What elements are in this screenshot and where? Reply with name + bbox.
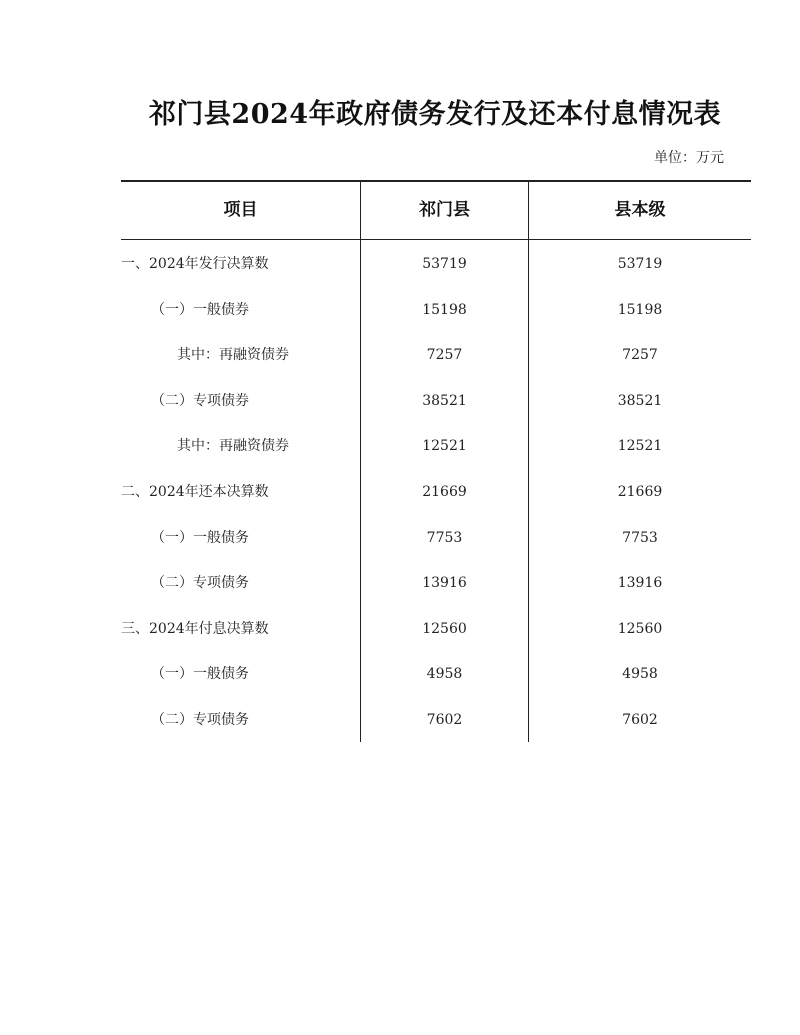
row-label: 二、2024年还本决算数 <box>121 484 269 500</box>
unit-label: 单位：万元 <box>654 150 724 166</box>
table-row <box>0 340 800 370</box>
row-label: 其中：再融资债券 <box>177 438 289 455</box>
row-value-county: 7602 <box>622 712 658 728</box>
header-county-level: 县本级 <box>614 200 666 220</box>
row-value-county: 53719 <box>617 256 663 272</box>
row-value-qimen: 21669 <box>422 484 467 500</box>
table-row <box>0 386 800 416</box>
row-value-qimen: 12560 <box>422 620 467 637</box>
row-value-county: 12521 <box>617 438 663 455</box>
table-row <box>0 659 800 689</box>
row-value-qimen: 7257 <box>426 347 463 364</box>
row-value-qimen: 53719 <box>422 256 467 272</box>
row-label: 其中：再融资债券 <box>177 347 289 364</box>
row-value-qimen: 15198 <box>422 301 467 318</box>
row-label: 一、2024年发行决算数 <box>121 256 269 272</box>
table-row <box>0 477 800 507</box>
row-label: 三、2024年付息决算数 <box>121 620 269 637</box>
row-value-county: 21669 <box>617 484 663 500</box>
table-row <box>0 249 800 279</box>
table-row <box>0 614 800 644</box>
table-row <box>0 705 800 735</box>
row-label: （二）专项债券 <box>151 392 249 409</box>
table-row <box>0 568 800 598</box>
row-value-county: 7257 <box>622 347 658 364</box>
row-label: （一）一般债务 <box>151 666 249 683</box>
row-value-qimen: 7602 <box>426 712 463 728</box>
table-header-rule <box>121 239 751 240</box>
page-title: 祁门县2024年政府债务发行及还本付息情况表 <box>148 99 722 130</box>
table-row <box>0 431 800 461</box>
row-value-qimen: 7753 <box>426 529 463 546</box>
row-label: （二）专项债务 <box>151 575 249 592</box>
row-value-qimen: 12521 <box>422 438 467 455</box>
row-value-qimen: 4958 <box>426 666 463 683</box>
row-value-county: 7753 <box>622 529 658 546</box>
table-row <box>0 295 800 325</box>
row-value-qimen: 38521 <box>422 392 467 409</box>
row-label: （一）一般债务 <box>151 529 249 546</box>
row-value-county: 4958 <box>622 666 658 683</box>
row-value-county: 38521 <box>617 392 663 409</box>
header-item: 项目 <box>223 200 258 220</box>
row-value-county: 15198 <box>617 301 663 318</box>
row-label: （一）一般债券 <box>151 301 249 318</box>
row-label: （二）专项债务 <box>151 712 249 728</box>
row-value-county: 13916 <box>617 575 663 592</box>
table-row <box>0 523 800 553</box>
row-value-qimen: 13916 <box>422 575 467 592</box>
row-value-county: 12560 <box>617 620 663 637</box>
header-qimen: 祁门县 <box>419 200 470 220</box>
